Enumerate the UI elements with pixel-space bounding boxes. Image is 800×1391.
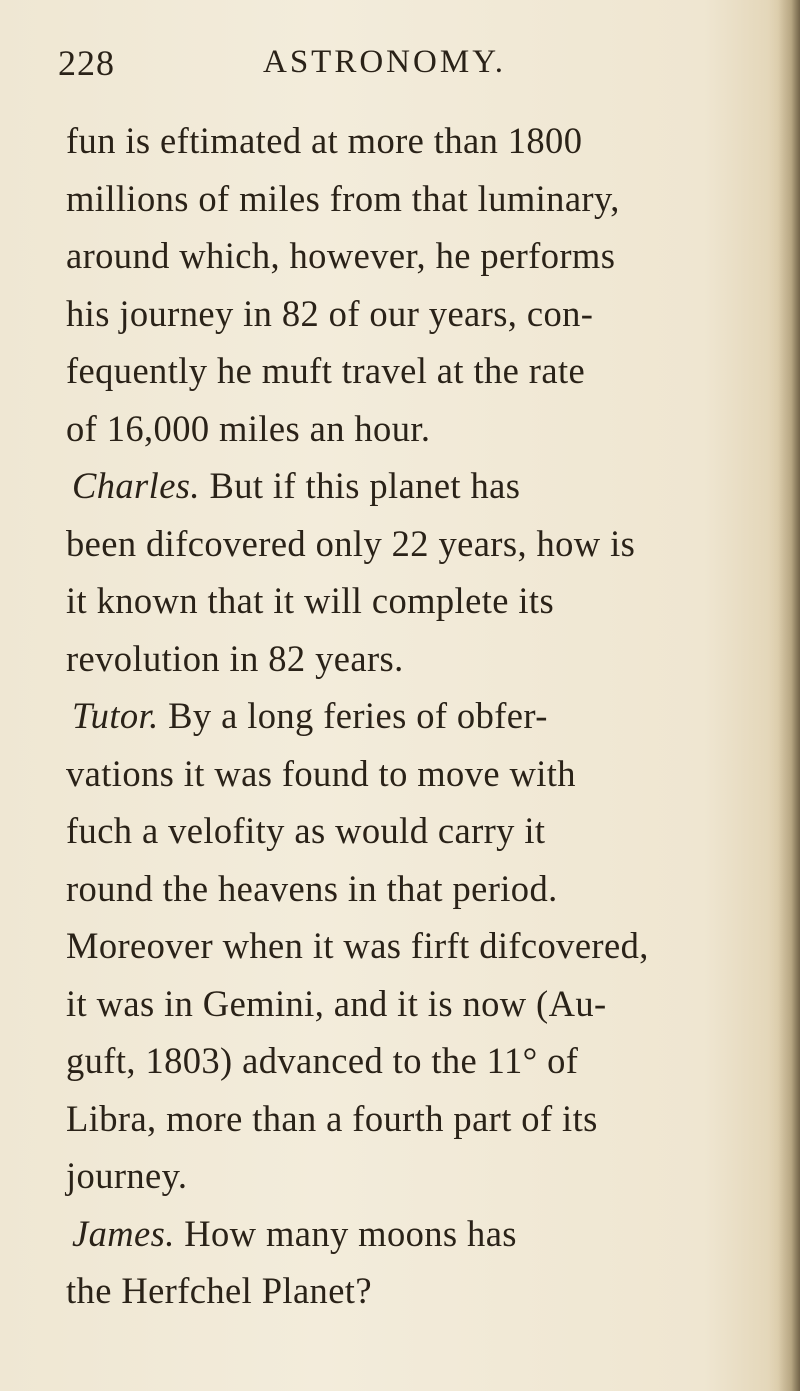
text-line: the Herfchel Planet? xyxy=(66,1270,372,1311)
dialogue-line: Tutor. By a long feries of obfer- xyxy=(72,695,548,736)
text-line: fuch a velofity as would carry it xyxy=(66,810,546,851)
text-line: around which, however, he performs xyxy=(66,235,616,276)
text-line: vations it was found to move with xyxy=(66,752,576,794)
text-line: fequently he muft travel at the rate xyxy=(66,350,586,391)
text-line: round the heavens in that period. xyxy=(66,867,558,909)
body-text xyxy=(66,112,766,1320)
speaker-name: Charles. xyxy=(72,465,200,506)
text-line: Libra, more than a fourth part of its xyxy=(66,1097,598,1139)
text-line: of 16,000 miles an hour. xyxy=(66,407,431,449)
dialogue-line: Charles. But if this planet has xyxy=(72,465,521,506)
text-line: millions of miles from that luminary, xyxy=(66,177,620,219)
dialogue-line: James. How many moons has xyxy=(72,1212,517,1254)
text-line: been difcovered only 22 years, how is xyxy=(66,522,636,564)
page-number: 228 xyxy=(58,43,115,83)
running-title: ASTRONOMY. xyxy=(263,44,507,80)
text-line: journey. xyxy=(66,1155,188,1196)
text-line: guft, 1803) advanced to the 11° of xyxy=(66,1040,579,1081)
speaker-name: Tutor. xyxy=(72,695,159,736)
text-line: revolution in 82 years. xyxy=(66,637,404,679)
text-line: it was in Gemini, and it is now (Au- xyxy=(66,982,607,1024)
speaker-name: James. xyxy=(72,1212,175,1254)
page-binding-shadow xyxy=(778,0,800,1391)
running-head xyxy=(58,42,758,102)
text-line: fun is eftimated at more than 1800 xyxy=(66,120,583,161)
text-line: his journey in 82 of our years, con- xyxy=(66,292,594,334)
text-line: it known that it will complete its xyxy=(66,580,555,621)
text-line: Moreover when it was firft difcovered, xyxy=(66,925,649,966)
